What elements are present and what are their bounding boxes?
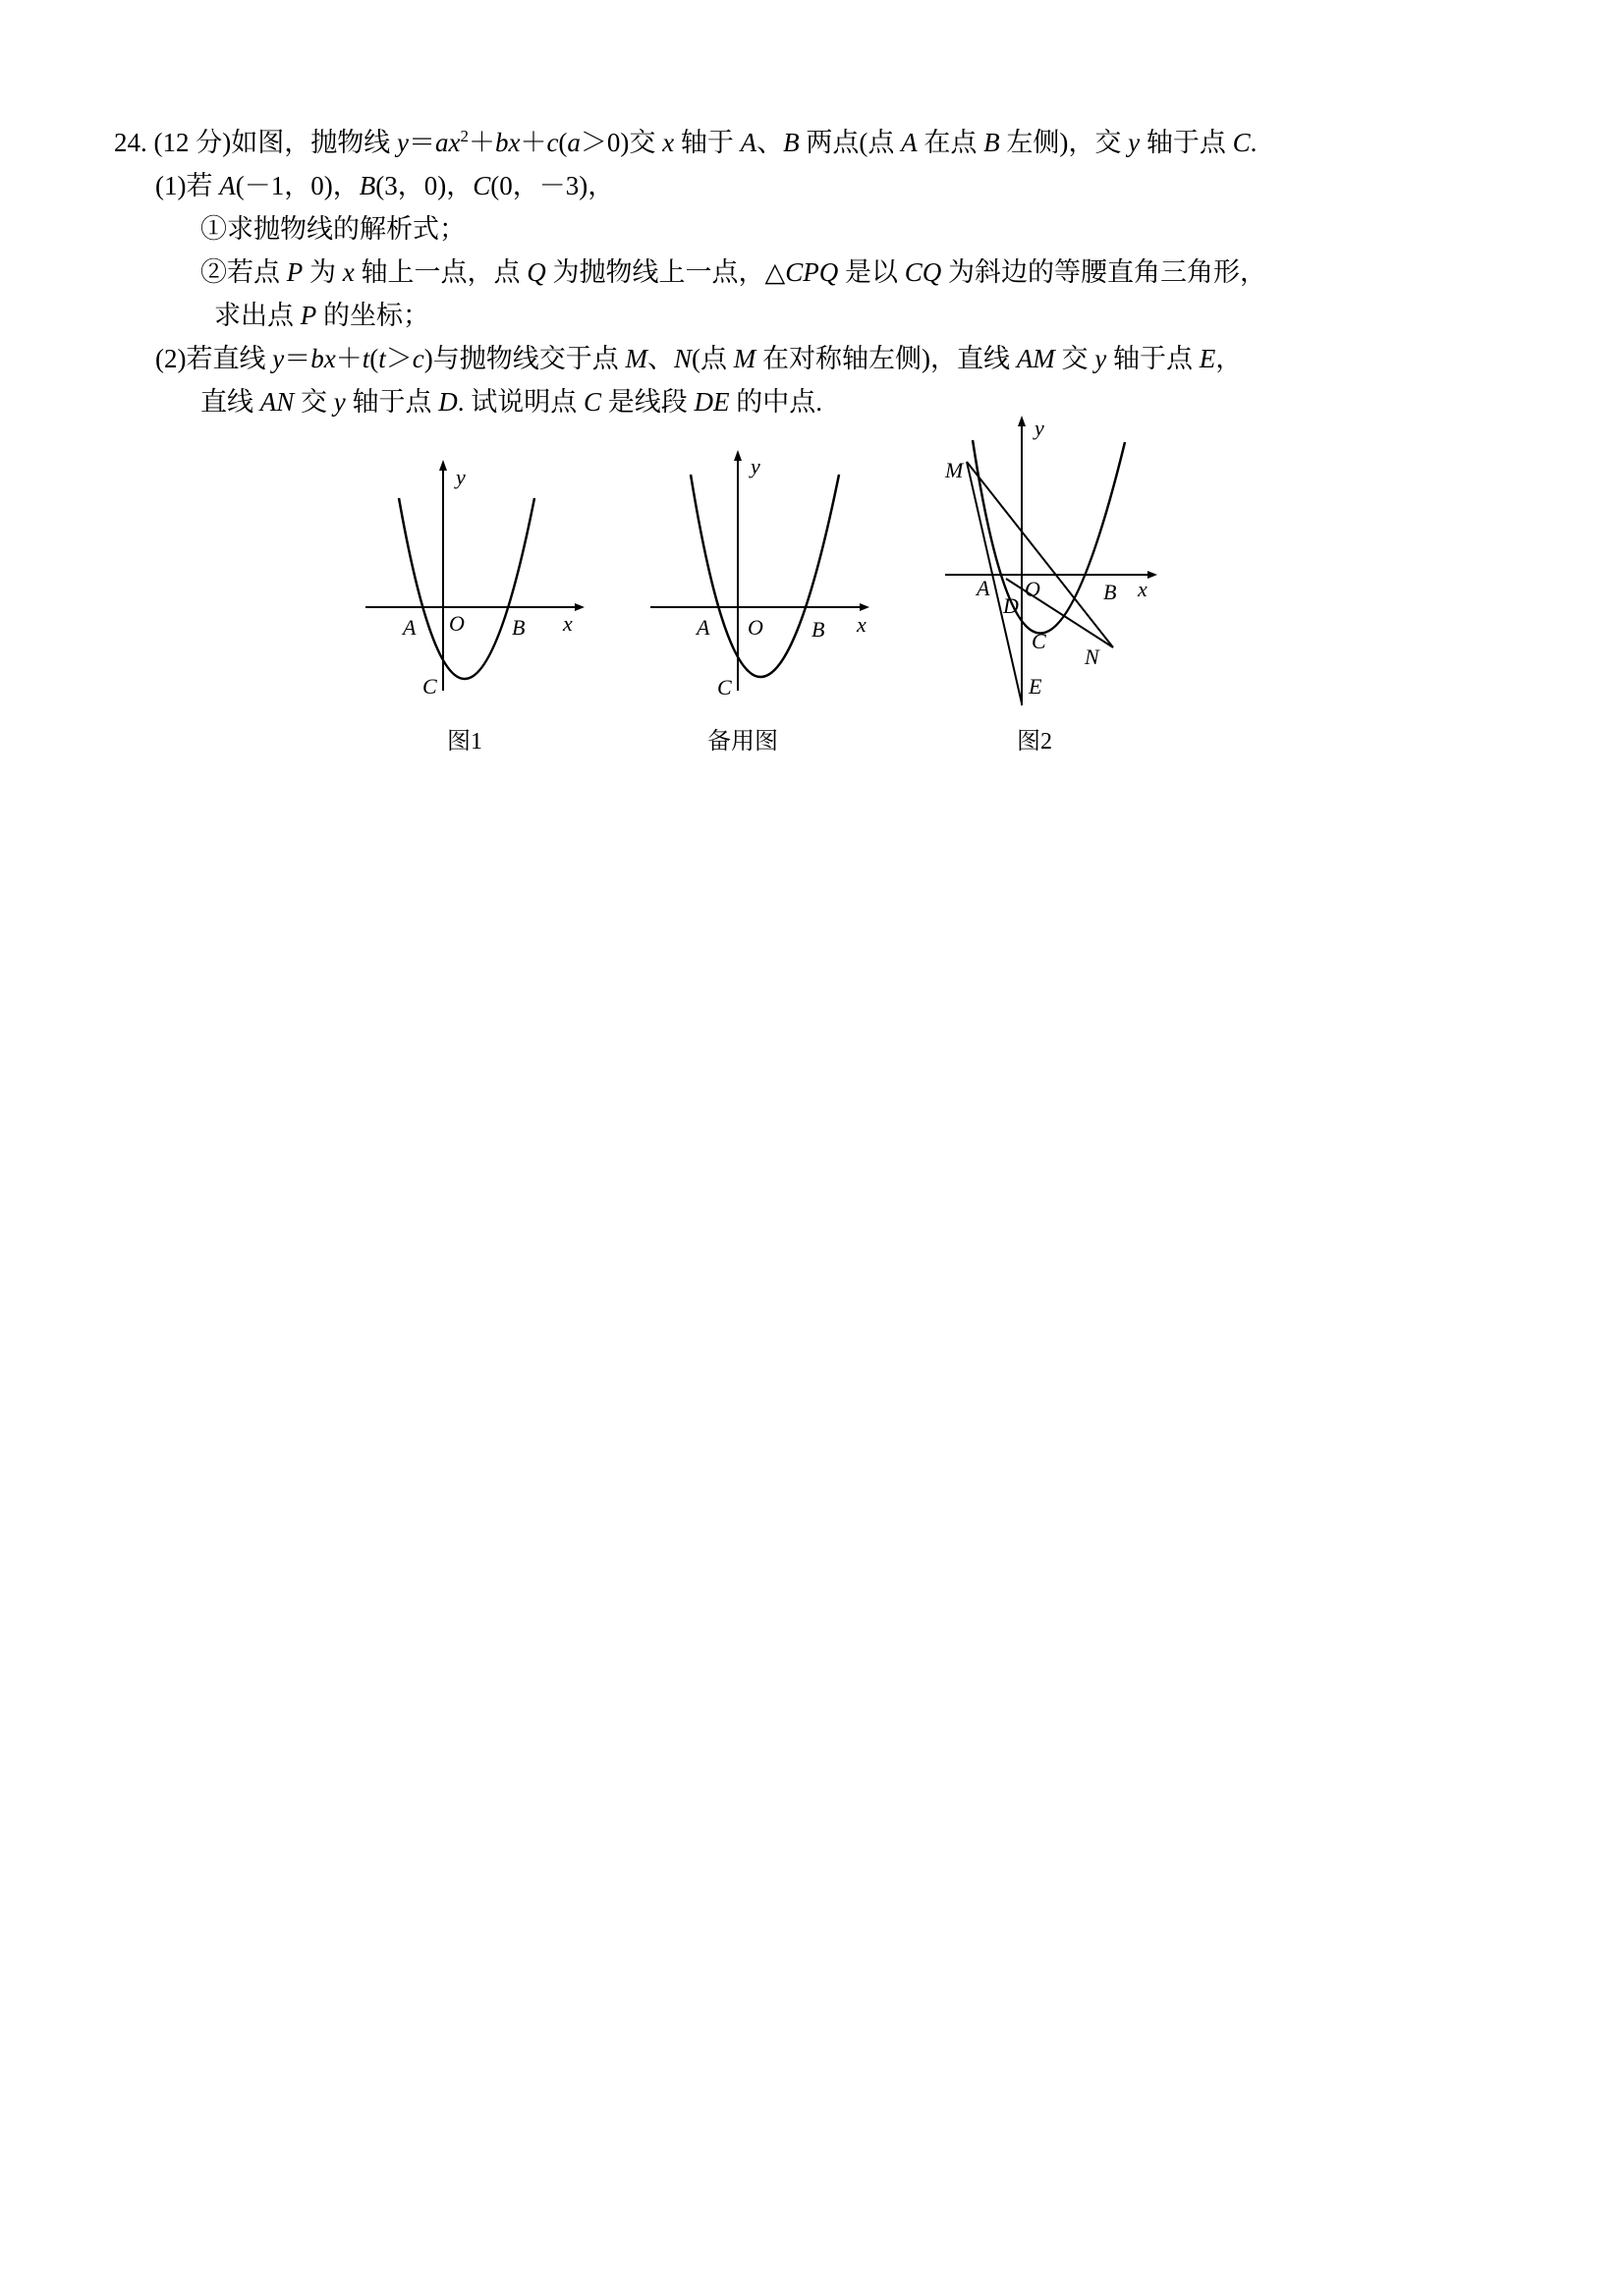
var: E: [1199, 344, 1216, 373]
y-axis-arrow-icon: [1018, 416, 1026, 426]
var: AM: [1016, 344, 1055, 373]
x-axis-arrow-icon: [860, 603, 869, 611]
label-C: C: [1032, 629, 1046, 653]
text: (: [369, 344, 379, 373]
text: ＝: [408, 128, 435, 157]
text: ＋: [520, 128, 547, 157]
text: ＋: [468, 128, 495, 157]
var: t: [378, 344, 386, 373]
text: 为: [303, 257, 343, 287]
text: 轴于点: [1106, 344, 1200, 373]
problem-line-5: [214, 299, 429, 332]
var: t: [362, 344, 370, 373]
text: 轴于: [674, 128, 741, 157]
text: 轴于点: [345, 387, 439, 417]
text: (3，0)，: [375, 171, 474, 200]
parabola: [973, 440, 1125, 634]
var: CPQ: [785, 257, 839, 287]
label-E: E: [1029, 674, 1042, 699]
var: bx: [310, 344, 336, 373]
label-O: O: [449, 611, 465, 636]
problem-line-3: ①求抛物线的解析式；: [200, 214, 466, 244]
figure-2-caption: 图2: [1017, 729, 1052, 755]
var: CQ: [904, 257, 942, 287]
text: . 试说明点: [457, 387, 584, 417]
var: P: [286, 257, 304, 287]
label-O: O: [1025, 577, 1040, 601]
var: y: [396, 128, 409, 157]
var: x: [342, 257, 355, 287]
var: M: [733, 344, 756, 373]
parabola: [691, 475, 839, 677]
figure-2: [933, 413, 1169, 707]
figure-backup-diagram: [639, 447, 874, 732]
text: 是以: [838, 257, 905, 287]
figure-backup: [639, 447, 874, 732]
label-B: B: [1103, 580, 1117, 604]
text: 求出点: [214, 301, 301, 330]
text: 两点(点: [799, 128, 902, 157]
text: 如图，抛物线: [231, 128, 397, 157]
problem-score: (12 分): [153, 128, 232, 157]
text: 为斜边的等腰直角三角形，: [941, 257, 1267, 287]
text: ＞: [385, 344, 413, 373]
label-y: y: [751, 454, 760, 478]
text: (点: [691, 344, 734, 373]
label-x: x: [857, 612, 867, 637]
label-A: A: [403, 615, 417, 640]
text: 在对称轴左侧)，直线: [756, 344, 1017, 373]
y-axis-arrow-icon: [734, 450, 742, 461]
text: 左侧)，交: [999, 128, 1129, 157]
problem-line-7: [200, 385, 822, 419]
var: B: [783, 128, 800, 157]
var: C: [473, 171, 491, 200]
var: A: [901, 128, 918, 157]
text: ＋: [335, 344, 363, 373]
figure-1-diagram: [354, 457, 589, 732]
figure-backup-caption: 备用图: [707, 729, 778, 755]
problem-line-1: [114, 126, 1257, 159]
label-x: x: [563, 611, 573, 636]
var: D: [438, 387, 458, 417]
text: 为抛物线上一点，△: [545, 257, 786, 287]
var: B: [983, 128, 1000, 157]
var: y: [333, 387, 346, 417]
label-A: A: [977, 576, 990, 600]
var: b: [494, 128, 509, 157]
var: c: [412, 344, 424, 373]
parabola: [399, 498, 534, 679]
var: B: [359, 171, 376, 200]
var: P: [300, 301, 317, 330]
x-axis-arrow-icon: [575, 603, 585, 611]
label-O: O: [748, 615, 763, 640]
var: ax: [434, 128, 461, 157]
text: (－1，0)，: [235, 171, 360, 200]
text: 、: [646, 344, 674, 373]
var: Q: [527, 257, 546, 287]
text: 轴于点: [1140, 128, 1233, 157]
text: 在点: [917, 128, 984, 157]
var: A: [740, 128, 757, 157]
text: 、: [756, 128, 784, 157]
var: DE: [694, 387, 730, 417]
text: ，: [1215, 344, 1243, 373]
figure-1-caption: 图1: [447, 729, 482, 755]
problem-line-4: [200, 255, 1266, 289]
label-y: y: [1035, 416, 1044, 440]
x-axis-arrow-icon: [1147, 571, 1157, 579]
label-M: M: [945, 458, 964, 482]
problem-number: 24.: [114, 128, 147, 157]
problem-line-2: [155, 169, 614, 202]
label-y: y: [456, 465, 466, 489]
text: 是线段: [601, 387, 695, 417]
y-axis-arrow-icon: [439, 460, 447, 471]
text: (0，－3)，: [490, 171, 615, 200]
label-C: C: [717, 675, 732, 700]
var: AN: [259, 387, 295, 417]
text: 的坐标；: [316, 301, 429, 330]
problem-line-6: [155, 342, 1242, 375]
figure-2-diagram: [933, 413, 1169, 707]
text: (1)若: [155, 171, 220, 200]
text: )与抛物线交于点: [423, 344, 626, 373]
var: x: [508, 128, 521, 157]
var: N: [673, 344, 692, 373]
figure-1: [354, 457, 589, 732]
var: x: [662, 128, 675, 157]
text: 轴上一点，点: [354, 257, 528, 287]
text: 交: [1054, 344, 1095, 373]
text: (2)若直线: [155, 344, 273, 373]
text: 交: [294, 387, 334, 417]
label-B: B: [512, 615, 526, 640]
var: A: [219, 171, 236, 200]
label-A: A: [697, 615, 710, 640]
exponent: 2: [460, 127, 469, 145]
var: y: [1094, 344, 1107, 373]
text: ＝: [284, 344, 311, 373]
var: y: [272, 344, 285, 373]
var: C: [584, 387, 602, 417]
label-x: x: [1138, 577, 1147, 601]
text: ②若点: [200, 257, 287, 287]
label-N: N: [1085, 644, 1099, 669]
var: C: [1232, 128, 1251, 157]
var: M: [625, 344, 647, 373]
var: a: [567, 128, 581, 157]
label-D: D: [1003, 593, 1019, 618]
text: 直线: [200, 387, 260, 417]
var: y: [1128, 128, 1141, 157]
text: (: [558, 128, 568, 157]
label-B: B: [812, 617, 825, 642]
label-C: C: [422, 674, 437, 699]
text: .: [1250, 128, 1258, 157]
text: ＞0)交: [580, 128, 663, 157]
text: 的中点.: [729, 387, 823, 417]
var: c: [546, 128, 559, 157]
